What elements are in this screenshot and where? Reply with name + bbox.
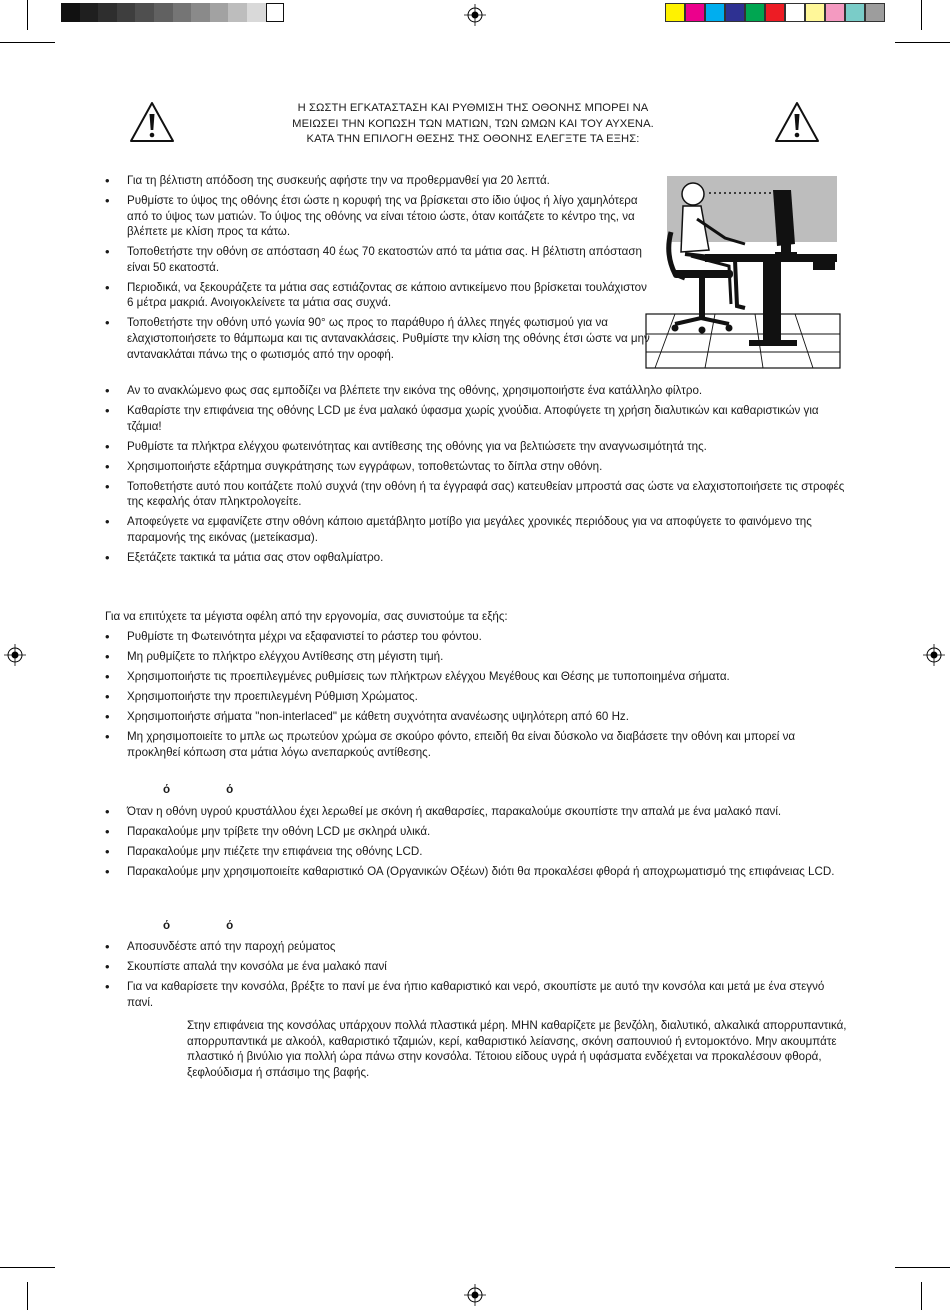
registration-mark-left-icon [4,644,26,666]
gray-swatch [191,3,210,22]
registration-mark-right-icon [923,644,945,666]
warning-left-icon [129,101,175,143]
list-item: • Για να καθαρίσετε την κονσόλα, βρέξτε το πανί με ένα ήπιο καθαριστικό και νερό, σκουπίστε με αυτό την κονσόλα και μετά με ένα στεγνό πανί. [105,979,847,1010]
list-item: • Σκουπίστε απαλά την κονσόλα με ένα μαλακό πανί [105,959,847,975]
list-item: • Ρυθμίστε το ύψος της οθόνης έτσι ώστε η κορυφή της να βρίσκεται στο ίδιο ύψος ή λίγο χαμηλότερα από το ύψος των ματιών. Το ύψος της οθόνης να είναι τέτοιο ώστε, όταν κοιτάζετε το κέντρο της, να βλέπετε με κλίση προς τα κάτω. [105,193,650,240]
color-swatch [865,3,885,22]
gray-swatch [154,3,173,22]
gray-swatch [117,3,136,22]
color-swatch [785,3,805,22]
gray-swatch [80,3,99,22]
gray-swatch [247,3,266,22]
list-item: • Τοποθετήστε την οθόνη υπό γωνία 90° ως προς το παράθυρο ή άλλες πηγές φωτισμού για να ελαχιστοποιήσετε το θάμπωμα και τις αντανακλάσεις. Ρυθμίστε την κλίση της οθόνης έτσι ώστε να μην αντανακλάται πάνω της ο φωτισμός από την οροφή. [105,315,650,362]
lcd-cleaning-heading: όό [163,783,290,796]
color-swatch [825,3,845,22]
gray-swatch [61,3,80,22]
list-item: • Παρακαλούμε μην χρησιμοποιείτε καθαριστικό ΟΑ (Οργανικών Οξέων) διότι θα προκαλέσει φθορά ή αποχρωματισμό της επιφάνειας LCD. [105,864,847,880]
list-item: • Εξετάζετε τακτικά τα μάτια σας στον οφθαλμίατρο. [105,550,847,566]
color-swatch [725,3,745,22]
header-line: ΚΑΤΑ ΤΗΝ ΕΠΙΛΟΓΗ ΘΕΣΗΣ ΤΗΣ ΟΘΟΝΗΣ ΕΛΕΓΞΤΕ ΤΑ ΕΞΗΣ: [306,133,640,145]
registration-mark-bottom-icon [464,1284,486,1306]
list-item: • Παρακαλούμε μην πιέζετε την επιφάνεια της οθόνης LCD. [105,844,847,860]
ergonomic-workstation-illustration [645,174,841,370]
gray-swatch [266,3,285,22]
console-cleaning-heading: όό [163,919,290,932]
list-item: • Αν το ανακλώμενο φως σας εμποδίζει να βλέπετε την εικόνα της οθόνης, χρησιμοποιήστε ένα κατάλληλο φίλτρο. [105,383,847,399]
list-item: • Μη ρυθμίζετε το πλήκτρο ελέγχου Αντίθεσης στη μέγιστη τιμή. [105,649,847,665]
header-line: ΜΕΙΩΣΕΙ ΤΗΝ ΚΟΠΩΣΗ ΤΩΝ ΜΑΤΙΩΝ, ΤΩΝ ΩΜΩΝ ΚΑΙ ΤΟΥ ΑΥΧΕΝΑ. [292,117,654,130]
list-item: • Χρησιμοποιήστε τις προεπιλεγμένες ρυθμίσεις των πλήκτρων ελέγχου Μεγέθους και Θέσης με τυποποιημένα σήματα. [105,669,847,685]
lcd-cleaning-list [105,804,847,884]
header-line: Η ΣΩΣΤΗ ΕΓΚΑΤΑΣΤΑΣΗ ΚΑΙ ΡΥΘΜΙΣΗ ΤΗΣ ΟΘΟΝΗΣ ΜΠΟΡΕΙ ΝΑ [297,102,649,114]
color-swatch [765,3,785,22]
ergonomics-intro: Για να επιτύχετε τα μέγιστα οφέλη από την εργονομία, σας συνιστούμε τα εξής: [105,610,508,623]
warning-right-icon [774,101,820,143]
list-item: • Αποσυνδέστε από την παροχή ρεύματος [105,939,847,955]
list-item: • Τοποθετήστε αυτό που κοιτάζετε πολύ συχνά (την οθόνη ή τα έγγραφά σας) κατευθείαν μπροστά σας ώστε να ελαχιστοποιήσετε τις στροφές της κεφαλής όταν πληκτρολογείτε. [105,479,847,510]
color-swatch [805,3,825,22]
list-item: • Παρακαλούμε μην τρίβετε την οθόνη LCD με σκληρά υλικά. [105,824,847,840]
gray-swatch [228,3,247,22]
list-item: • Ρυθμίστε τη Φωτεινότητα μέχρι να εξαφανιστεί το ράστερ του φόντου. [105,629,847,645]
setup-tips-list-bottom [105,383,847,570]
registration-mark-top-icon [464,4,486,26]
gray-swatch [173,3,192,22]
setup-tips-list-top [105,173,650,366]
console-cleaning-note: Στην επιφάνεια της κονσόλας υπάρχουν πολλά πλαστικά μέρη. ΜΗΝ καθαρίζετε με βενζόλη, διαλυτικό, αλκαλικά απορρυπαντικά, απορρυπαντικά με αλκοόλ, καθαριστικό τζαμιών, κερί, καθαριστικό λείανσης, σκόνη σαπουνιού ή εντομοκτόνο. Μην ακουμπάτε πλαστικό ή βινύλιο για πολλή ώρα πάνω στην κονσόλα. Τέτοιου είδους υγρά ή υφάσματα ενδέχεται να προκαλέσουν φθορά, ξεφλούδισμα ή σπάσιμο της βαφής. [187,1019,847,1079]
list-item: • Καθαρίστε την επιφάνεια της οθόνης LCD με ένα μαλακό ύφασμα χωρίς χνούδια. Αποφύγετε τη χρήση διαλυτικών και καθαριστικών για τζάμια! [105,403,847,434]
color-swatch [845,3,865,22]
list-item: • Ρυθμίστε τα πλήκτρα ελέγχου φωτεινότητας και αντίθεσης της οθόνης για να βελτιώσετε την αναγνωσιμότητά της. [105,439,847,455]
list-item: • Περιοδικά, να ξεκουράζετε τα μάτια σας εστιάζοντας σε κάποιο αντικείμενο που βρίσκεται τουλάχιστον 6 μέτρα μακριά. Ανοιγοκλείνετε τα μάτια σας συχνά. [105,280,650,311]
color-swatch [685,3,705,22]
ergonomics-list [105,629,847,765]
list-item: • Χρησιμοποιήστε σήματα "non-interlaced" με κάθετη συχνότητα ανανέωσης υψηλότερη από 60 Hz. [105,709,847,725]
gray-swatch [135,3,154,22]
list-item: • Χρησιμοποιήστε εξάρτημα συγκράτησης των εγγράφων, τοποθετώντας το δίπλα στην οθόνη. [105,459,847,475]
gray-swatch [210,3,229,22]
header-warning-text [240,101,706,148]
list-item: • Τοποθετήστε την οθόνη σε απόσταση 40 έως 70 εκατοστών από τα μάτια σας. Η βέλτιστη απόσταση είναι 50 εκατοστά. [105,244,650,275]
color-swatch [745,3,765,22]
list-item: • Όταν η οθόνη υγρού κρυστάλλου έχει λερωθεί με σκόνη ή ακαθαρσίες, παρακαλούμε σκουπίστε την απαλά με ένα μαλακό πανί. [105,804,847,820]
color-swatch [665,3,685,22]
list-item: • Μη χρησιμοποιείτε το μπλε ως πρωτεύον χρώμα σε σκούρο φόντο, επειδή θα είναι δύσκολο να διαβάσετε την οθόνη και μπορεί να προκληθεί κόπωση στα μάτια λόγω ανεπαρκούς αντίθεσης. [105,729,847,760]
list-item: • Για τη βέλτιστη απόδοση της συσκευής αφήστε την να προθερμανθεί για 20 λεπτά. [105,173,650,189]
list-item: • Αποφεύγετε να εμφανίζετε στην οθόνη κάποιο αμετάβλητο μοτίβο για μεγάλες χρονικές περιόδους για να αποφύγετε το φαινόμενο της παραμονής της εικόνας (μετείκασμα). [105,514,847,545]
console-cleaning-list [105,939,847,1015]
list-item: • Χρησιμοποιήστε την προεπιλεγμένη Ρύθμιση Χρώματος. [105,689,847,705]
gray-swatch [98,3,117,22]
color-swatch [705,3,725,22]
